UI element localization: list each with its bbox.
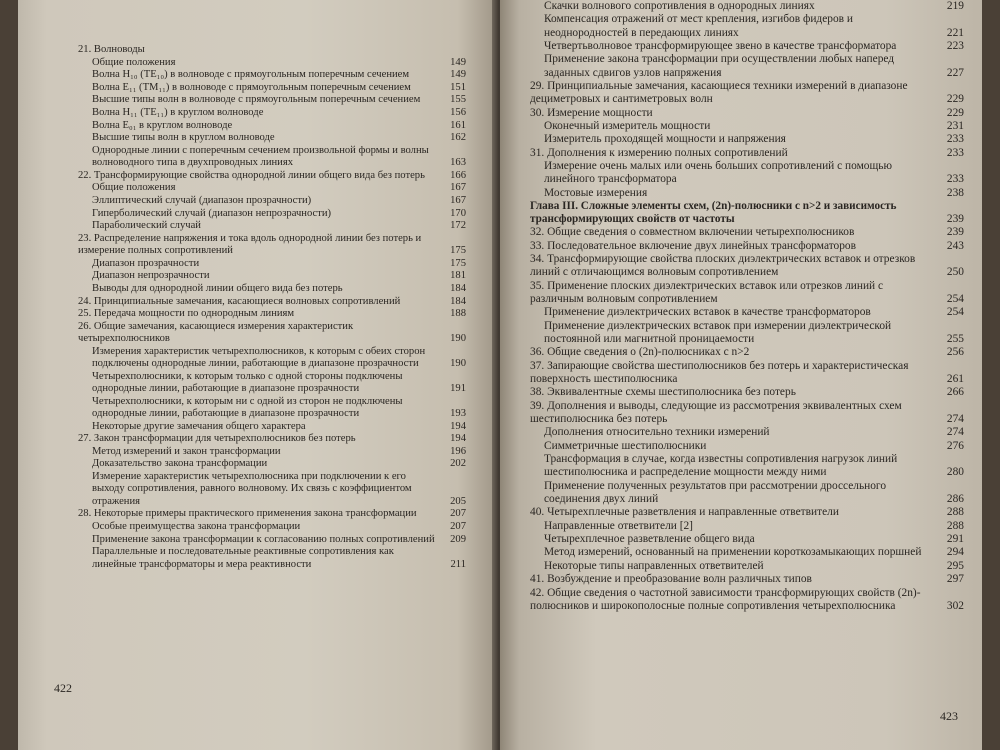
toc-entry-title: 25. Передача мощности по однородным линиям: [78, 308, 295, 320]
toc-entry-title: Волна E₁₁ (TM₁₁) в волноводе с прямоугольным поперечным сечением: [92, 81, 411, 93]
toc-entry: [530, 107, 964, 120]
toc-entry: [530, 573, 964, 586]
toc-entry-page: 190: [450, 333, 466, 345]
toc-entry-page: 149: [450, 56, 466, 68]
toc-entry-title: Метод измерений, основанный на применении короткозамыкающих поршней: [544, 546, 922, 559]
toc-entry: [530, 520, 964, 533]
toc-entry-page: 202: [450, 458, 466, 470]
toc-entry: [530, 280, 964, 306]
toc-entry-title: Общие положения: [92, 182, 176, 194]
toc-entry-page: 155: [450, 94, 466, 106]
toc-entry: [530, 346, 964, 359]
toc-entry-title: Высшие типы волн в круглом волноводе: [92, 132, 275, 144]
toc-entry: [530, 560, 964, 573]
toc-entry-page: 254: [946, 306, 964, 319]
toc-entry: [78, 107, 466, 119]
toc-entry: [530, 400, 964, 426]
toc-entry-title: 38. Эквивалентные схемы шестиполюсника без потерь: [530, 386, 796, 399]
right-page: [500, 0, 982, 750]
toc-entry: [78, 57, 466, 69]
right-toc: [530, 0, 964, 613]
toc-entry: [530, 53, 964, 79]
toc-entry-title: Метод измерений и закон трансформации: [92, 445, 281, 457]
toc-entry-page: 219: [946, 0, 964, 12]
toc-entry-page: 191: [450, 383, 466, 395]
toc-entry-page: 194: [450, 420, 466, 432]
toc-entry-title: 34. Трансформирующие свойства плоских диэлектрических вставок и отрезков линий с отличающимся волновым сопротивлением: [530, 253, 916, 279]
chapter-heading: [530, 200, 964, 226]
toc-entry-title: Волна H₁₀ (TE₁₀) в волноводе с прямоугольным поперечным сечением: [92, 69, 410, 81]
toc-entry-title: Четырехполюсники, к которым ни с одной из сторон не подключены однородные линии, работающие в диапазоне прозрачности: [92, 395, 403, 420]
toc-entry-page: 288: [946, 506, 964, 519]
toc-entry-page: 255: [946, 332, 964, 345]
toc-entry: [78, 233, 466, 258]
toc-entry: [78, 396, 466, 421]
toc-entry: [78, 296, 466, 308]
toc-entry-page: 261: [946, 372, 964, 385]
toc-entry: [530, 120, 964, 133]
toc-entry: [78, 220, 466, 232]
toc-entry-page: 250: [946, 266, 964, 279]
toc-entry-page: 239: [946, 212, 964, 225]
toc-entry: [530, 13, 964, 39]
toc-entry-page: 190: [450, 358, 466, 370]
toc-entry-title: 21. Волноводы: [78, 44, 145, 55]
toc-entry: [530, 440, 964, 453]
toc-entry-title: Оконечный измеритель мощности: [544, 119, 711, 132]
toc-entry: [530, 360, 964, 386]
toc-entry: [78, 44, 466, 56]
toc-entry-title: Применение диэлектрических вставок при измерении диэлектрической постоянной или магнитной проницаемости: [544, 319, 892, 345]
toc-entry-page: 294: [946, 546, 964, 559]
toc-entry: [530, 133, 964, 146]
toc-entry-page: 276: [946, 439, 964, 452]
toc-entry-page: 151: [450, 81, 466, 93]
toc-entry-title: Применение полученных результатов при рассмотрении дроссельного соединения двух линий: [544, 479, 887, 505]
toc-entry-page: 291: [946, 532, 964, 545]
toc-entry-page: 162: [450, 132, 466, 144]
toc-entry-page: 207: [450, 521, 466, 533]
toc-entry-page: 175: [450, 257, 466, 269]
toc-entry-page: 297: [946, 573, 964, 586]
toc-entry: [530, 187, 964, 200]
toc-entry-title: Эллиптический случай (диапазон прозрачности): [92, 194, 312, 206]
toc-entry: [78, 546, 466, 571]
toc-entry-page: 288: [946, 519, 964, 532]
toc-entry-title: Измерение очень малых или очень больших сопротивлений с помощью линейного трансформатора: [544, 160, 892, 186]
toc-entry-page: 161: [450, 119, 466, 131]
toc-entry-page: 188: [450, 308, 466, 320]
toc-entry-page: 170: [450, 207, 466, 219]
toc-entry: [530, 306, 964, 319]
toc-entry-page: 163: [450, 157, 466, 169]
right-page-number: 423: [940, 709, 958, 723]
toc-entry: [530, 426, 964, 439]
toc-entry-title: Гиперболический случай (диапазон непрозрачности): [92, 207, 332, 219]
toc-entry-title: Волна H₁₁ (TE₁₁) в круглом волноводе: [92, 106, 264, 118]
toc-entry-title: Применение закона трансформации к согласованию полных сопротивлений: [92, 533, 435, 545]
toc-entry-title: Четырехполюсники, к которым только с одной стороны подключены однородные линии, работающие в диапазоне прозрачности: [92, 370, 403, 395]
toc-entry: [78, 283, 466, 295]
toc-entry-page: 223: [946, 39, 964, 52]
toc-entry-title: 36. Общие сведения о (2n)-полюсниках с n>2: [530, 346, 750, 359]
toc-entry-page: 295: [946, 559, 964, 572]
toc-entry: [78, 346, 466, 371]
toc-entry: [530, 80, 964, 106]
toc-entry-title: Трансформация в случае, когда известны сопротивления нагрузок линий шестиполюсника и распределение мощности между ними: [544, 453, 898, 479]
toc-entry: [78, 446, 466, 458]
toc-entry-title: Направленные ответвители [2]: [544, 519, 693, 532]
toc-entry: [78, 521, 466, 533]
toc-entry-page: 166: [450, 169, 466, 181]
toc-entry-title: 41. Возбуждение и преобразование волн различных типов: [530, 573, 812, 586]
toc-entry-page: 238: [946, 186, 964, 199]
toc-entry: [78, 308, 466, 320]
toc-entry: [78, 458, 466, 470]
toc-entry: [78, 433, 466, 445]
toc-entry-title: 39. Дополнения и выводы, следующие из рассмотрения эквивалентных схем шестиполюсника без потерь: [530, 399, 902, 425]
toc-entry-title: Диапазон непрозрачности: [92, 270, 210, 282]
toc-entry-page: 243: [946, 239, 964, 252]
toc-entry-title: Диапазон прозрачности: [92, 257, 200, 269]
toc-entry-title: 27. Закон трансформации для четырехполюсников без потерь: [78, 433, 356, 445]
toc-entry: [530, 587, 964, 613]
left-toc: [78, 44, 466, 571]
toc-entry-title: Четырехплечное разветвление общего вида: [544, 532, 755, 545]
toc-entry: [78, 69, 466, 81]
toc-entry-page: 233: [946, 133, 964, 146]
toc-entry-title: 35. Применение плоских диэлектрических вставок или отрезков линий с различным волновым сопротивлением: [530, 279, 884, 305]
toc-entry-page: 172: [450, 220, 466, 232]
toc-entry-page: 221: [946, 26, 964, 39]
toc-entry-title: Мостовые измерения: [544, 186, 648, 199]
toc-entry-title: Измерение характеристик четырехполюсника при подключении к его выходу сопротивления, равного волновому. Их связь с коэффициентом отражения: [92, 471, 412, 507]
toc-entry-title: 30. Измерение мощности: [530, 106, 653, 119]
left-page: [18, 0, 496, 750]
toc-entry-page: 280: [946, 466, 964, 479]
toc-entry-title: Однородные линии с поперечным сечением произвольной формы и волны волноводного типа в двухпроводных линиях: [92, 144, 429, 169]
toc-entry-title: Скачки волнового сопротивления в однородных линиях: [544, 0, 815, 12]
toc-entry-page: 266: [946, 386, 964, 399]
toc-entry-title: 29. Принципиальные замечания, касающиеся техники измерений в диапазоне дециметровых и сантиметровых волн: [530, 79, 908, 106]
toc-entry-title: 26. Общие замечания, касающиеся измерения характеристик четырехполюсников: [78, 320, 354, 345]
toc-entry: [78, 145, 466, 170]
toc-entry-page: 233: [946, 146, 964, 159]
toc-entry-page: 233: [946, 173, 964, 186]
toc-entry: [78, 508, 466, 520]
toc-entry-title: 37. Запирающие свойства шестиполюсников без потерь и характеристическая поверхность шестиполюсника: [530, 359, 909, 385]
toc-entry-title: 32. Общие сведения о совместном включении четырехполюсников: [530, 226, 855, 239]
toc-entry: [78, 170, 466, 182]
toc-entry: [530, 253, 964, 279]
toc-entry-page: 209: [450, 533, 466, 545]
toc-entry-title: Высшие типы волн в волноводе с прямоугольным поперечным сечением: [92, 94, 421, 106]
toc-entry: [78, 421, 466, 433]
toc-entry: [530, 160, 964, 186]
toc-entry: [78, 270, 466, 282]
toc-entry-page: 167: [450, 194, 466, 206]
toc-entry-title: Параллельные и последовательные реактивные сопротивления как линейные трансформаторы и мера реактивности: [92, 546, 394, 570]
toc-entry-title: 28. Некоторые примеры практического применения закона трансформации: [78, 508, 417, 520]
toc-entry: [530, 506, 964, 519]
toc-entry-title: 40. Четырехплечные разветвления и направленные ответвители: [530, 506, 839, 519]
toc-entry-title: 31. Дополнения к измерению полных сопротивлений: [530, 146, 788, 159]
toc-entry-page: 194: [450, 433, 466, 445]
toc-entry-page: 229: [946, 106, 964, 119]
toc-entry: [530, 40, 964, 53]
toc-entry-title: Некоторые типы направленных ответвителей: [544, 559, 764, 572]
toc-entry-page: 196: [450, 445, 466, 457]
toc-entry: [530, 147, 964, 160]
toc-entry: [530, 546, 964, 559]
toc-entry-title: Глава III. Сложные элементы схем, (2n)-полюсники с n>2 и зависимость трансформирующих свойств от частоты: [530, 200, 897, 226]
toc-entry-title: Общие положения: [92, 56, 176, 68]
toc-entry: [78, 258, 466, 270]
toc-entry-page: 205: [450, 495, 466, 507]
toc-entry-title: Волна E₀₁ в круглом волноводе: [92, 119, 233, 131]
toc-entry-title: 23. Распределение напряжения и тока вдоль однородной линии без потерь и измерение полных сопротивлений: [78, 232, 422, 257]
toc-entry-title: Некоторые другие замечания общего характера: [92, 420, 306, 432]
toc-entry-title: Симметричные шестиполюсники: [544, 439, 707, 452]
toc-entry-title: Дополнения относительно техники измерений: [544, 426, 770, 439]
toc-entry-page: 254: [946, 292, 964, 305]
toc-entry: [78, 195, 466, 207]
toc-entry-title: Особые преимущества закона трансформации: [92, 521, 301, 533]
toc-entry: [78, 132, 466, 144]
toc-entry-title: Компенсация отражений от мест крепления, изгибов фидеров и неоднородностей в передающих линиях: [544, 13, 853, 39]
toc-entry-page: 175: [450, 245, 466, 257]
toc-entry-title: Измерения характеристик четырехполюсников, к которым с обеих сторон подключены однородные линии, работающие в диапазоне прозрачности: [92, 345, 426, 370]
toc-entry-title: Параболический случай: [92, 220, 201, 232]
toc-entry-page: 256: [946, 346, 964, 359]
toc-entry-title: Применение закона трансформации при осуществлении любых наперед заданных сдвигов узлов напряжения: [544, 53, 895, 79]
toc-entry: [78, 182, 466, 194]
toc-entry-page: 184: [450, 282, 466, 294]
toc-entry: [530, 453, 964, 479]
toc-entry: [78, 120, 466, 132]
left-page-number: 422: [54, 681, 72, 695]
toc-entry-title: Применение диэлектрических вставок в качестве трансформаторов: [544, 306, 871, 319]
toc-entry-title: Выводы для однородной линии общего вида без потерь: [92, 282, 343, 294]
toc-entry-page: 227: [946, 66, 964, 79]
toc-entry: [78, 82, 466, 94]
toc-entry-page: 239: [946, 226, 964, 239]
toc-entry-page: 229: [946, 93, 964, 106]
toc-entry-page: 167: [450, 182, 466, 194]
toc-entry: [78, 534, 466, 546]
toc-entry-title: 24. Принципиальные замечания, касающиеся волновых сопротивлений: [78, 295, 401, 307]
toc-entry: [78, 321, 466, 346]
toc-entry: [530, 480, 964, 506]
toc-entry: [530, 226, 964, 239]
toc-entry-page: 184: [450, 295, 466, 307]
toc-entry: [78, 371, 466, 396]
toc-entry-page: 149: [450, 69, 466, 81]
toc-entry: [530, 0, 964, 13]
toc-entry-title: Четвертьволновое трансформирующее звено в качестве трансформатора: [544, 39, 897, 52]
toc-entry: [78, 94, 466, 106]
toc-entry-page: 156: [450, 106, 466, 118]
toc-entry-page: 274: [946, 426, 964, 439]
toc-entry: [530, 320, 964, 346]
toc-entry-title: 42. Общие сведения о частотной зависимости трансформирующих свойств (2n)-полюсников и широкополосные полные сопротивления четырехполюсника: [530, 586, 921, 612]
toc-entry: [530, 386, 964, 399]
toc-entry-page: 274: [946, 412, 964, 425]
toc-entry-title: Доказательство закона трансформации: [92, 458, 268, 470]
toc-entry-page: 211: [450, 558, 466, 570]
toc-entry-title: 22. Трансформирующие свойства однородной линии общего вида без потерь: [78, 169, 425, 181]
toc-entry-page: 193: [450, 408, 466, 420]
toc-entry: [530, 240, 964, 253]
toc-entry: [78, 471, 466, 508]
toc-entry-page: 207: [450, 508, 466, 520]
toc-entry-title: Измеритель проходящей мощности и напряжения: [544, 133, 786, 146]
toc-entry-page: 286: [946, 492, 964, 505]
toc-entry-page: 302: [946, 599, 964, 612]
toc-entry: [530, 533, 964, 546]
toc-entry-page: 181: [450, 270, 466, 282]
toc-entry-page: 231: [946, 119, 964, 132]
toc-entry: [78, 208, 466, 220]
toc-entry-title: 33. Последовательное включение двух линейных трансформаторов: [530, 239, 856, 252]
